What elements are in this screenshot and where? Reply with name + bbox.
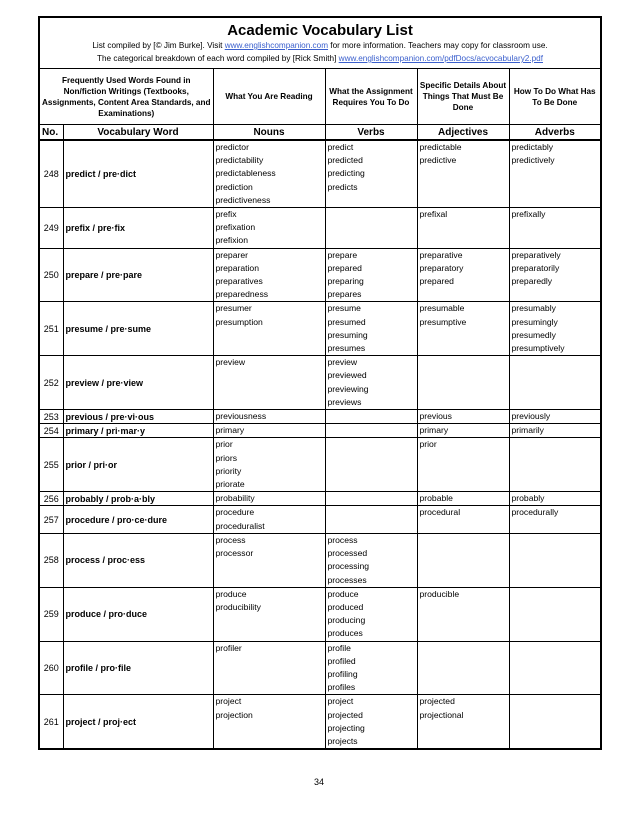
adverbs-cell [509,302,601,356]
adjective-form: predictable [419,142,462,152]
adjective-form: probable [419,493,453,504]
noun-form: project [215,696,242,707]
row-number: 252 [39,356,63,410]
verb-form: predicting [327,168,365,179]
noun-form: prediction [215,181,253,192]
noun-form: predictor [215,142,249,152]
verbs-cell [325,438,417,492]
adverbs-cell [509,356,601,410]
nouns-cell [213,587,325,641]
adverbs-cell [509,587,601,641]
nouns-cell [213,424,325,438]
vocabulary-word: predict / pre·dict [63,140,213,208]
table-row [39,356,601,410]
verb-form: predicts [327,181,358,192]
verbs-cell [325,506,417,533]
adverb-form: predictably [511,142,554,152]
verbs-cell [325,356,417,410]
row-number: 253 [39,410,63,424]
adjective-form: procedural [419,507,461,518]
adverbs-cell [509,424,601,438]
adjectives-cell [417,695,509,749]
adjectives-cell [417,208,509,249]
credit-line-1: List compiled by [© Jim Burke]. Visit www.englishcompanion.com for more information. Teachers may copy for classroom use. [39,39,601,52]
adverb-form: primarily [511,425,544,436]
adverb-form: prefixally [511,209,546,220]
adjective-form: producible [419,588,460,599]
adverbs-cell [509,533,601,587]
vocabulary-word: previous / pre·vi·ous [63,410,213,424]
adverb-form: previously [511,411,551,422]
vocabulary-word: profile / pro·file [63,641,213,695]
row-number: 254 [39,424,63,438]
verb-form: process [327,534,358,545]
adverbs-cell [509,410,601,424]
verb-form: presumed [327,316,366,327]
document-title: Academic Vocabulary List [39,17,601,39]
verb-form: presumes [327,343,366,354]
adjective-form: previous [419,411,452,422]
column-header-word: Vocabulary Word [63,125,213,141]
verbs-cell [325,140,417,208]
vocabulary-word: probably / prob·a·bly [63,492,213,506]
table-row [39,641,601,695]
table-row [39,410,601,424]
row-number: 258 [39,533,63,587]
verbs-cell [325,248,417,302]
verbs-cell [325,492,417,506]
vocabulary-word: primary / pri·mar·y [63,424,213,438]
verb-form: projecting [327,722,365,733]
verbs-cell [325,410,417,424]
noun-form: predictability [215,155,264,166]
adverb-form: procedurally [511,507,559,518]
row-number: 255 [39,438,63,492]
verb-form: predict [327,142,354,152]
noun-form: preview [215,357,246,368]
adjectives-cell [417,506,509,533]
nouns-cell [213,356,325,410]
vocabulary-word: prepare / pre·pare [63,248,213,302]
adjective-form: prepared [419,276,454,287]
nouns-cell [213,140,325,208]
adjectives-cell [417,410,509,424]
row-number: 259 [39,587,63,641]
adjective-form: preparatory [419,262,464,273]
noun-form: probability [215,493,255,504]
row-number: 261 [39,695,63,749]
adverb-form: presumptively [511,343,565,354]
verb-form: prepared [327,262,362,273]
noun-form: preparation [215,262,259,273]
adjectives-cell [417,492,509,506]
table-row [39,140,601,208]
vocabulary-word: presume / pre·sume [63,302,213,356]
englishcompanion-link[interactable]: www.englishcompanion.com [224,41,329,50]
table-row [39,302,601,356]
verb-form: produced [327,601,364,612]
noun-form: primary [215,425,245,436]
vocabulary-word: prefix / pre·fix [63,208,213,249]
table-row [39,492,601,506]
verb-form: prepares [327,289,362,300]
verb-form: preparing [327,276,364,287]
adverb-form: presumedly [511,329,556,340]
verb-form: profiled [327,655,356,666]
verbs-cell [325,587,417,641]
verbs-cell [325,208,417,249]
vocabulary-word: preview / pre·view [63,356,213,410]
verb-form: predicted [327,155,363,166]
column-header-adverbs: Adverbs [509,125,601,141]
noun-form: procedure [215,507,255,518]
vocabulary-word: process / proc·ess [63,533,213,587]
nouns-cell [213,695,325,749]
noun-form: preparedness [215,289,269,300]
adjective-form: prior [419,439,437,450]
verbs-cell [325,641,417,695]
adjective-form: presumptive [419,316,467,327]
adjective-form: primary [419,425,449,436]
verb-form: previews [327,396,362,407]
table-row [39,506,601,533]
adverbs-cell [509,140,601,208]
verb-form: profile [327,642,351,653]
noun-form: prefixion [215,235,248,246]
noun-form: priorate [215,479,245,490]
adverb-form: preparatorily [511,262,560,273]
vocabulary-sheet [38,16,600,750]
row-number: 257 [39,506,63,533]
vocabulary-word: procedure / pro·ce·dure [63,506,213,533]
verb-form: produce [327,588,359,599]
verb-form: profiles [327,682,356,693]
noun-form: priors [215,452,237,463]
adjective-form: presumable [419,303,465,314]
column-header-no: No. [39,125,63,141]
category-header-assignment: What the Assignment Requires You To Do [325,69,417,125]
adverb-form: preparedly [511,276,553,287]
nouns-cell [213,302,325,356]
row-number: 248 [39,140,63,208]
table-row [39,695,601,749]
adverb-form: preparatively [511,249,561,260]
adjectives-cell [417,424,509,438]
adverb-form: presumably [511,303,556,314]
category-header-words: Frequently Used Words Found in Non/fiction Writings (Textbooks, Assignments, Content Area Standards, and Examinations) [39,69,213,125]
noun-form: projection [215,709,253,720]
adjectives-cell [417,438,509,492]
verb-form: produces [327,628,363,639]
adverbs-cell [509,695,601,749]
noun-form: profiler [215,642,242,653]
noun-form: producibility [215,601,261,612]
noun-form: preparer [215,249,248,260]
vocabulary-rows [39,140,601,749]
adjective-form: projected [419,696,455,707]
nouns-cell [213,533,325,587]
noun-form: presumption [215,316,263,327]
noun-form: prefix [215,209,237,220]
row-number: 260 [39,641,63,695]
nouns-cell [213,641,325,695]
verbs-cell [325,695,417,749]
adjectives-cell [417,248,509,302]
verb-form: previewed [327,370,367,381]
adverbs-cell [509,248,601,302]
table-row [39,424,601,438]
adjectives-cell [417,302,509,356]
category-header-reading: What You Are Reading [213,69,325,125]
noun-form: prior [215,439,233,450]
credit-line-2: The categorical breakdown of each word compiled by [Rick Smith] www.englishcompanion.com/pdfDocs/acvocabulary2.pdf [39,52,601,69]
nouns-cell [213,438,325,492]
page-number: 34 [313,777,324,787]
verb-form: presuming [327,329,368,340]
adverbs-cell [509,438,601,492]
vocabulary-word: prior / pri·or [63,438,213,492]
verb-form: processes [327,574,367,585]
category-header-details: Specific Details About Things That Must Be Done [417,69,509,125]
column-header-adjectives: Adjectives [417,125,509,141]
row-number: 256 [39,492,63,506]
table-row [39,248,601,302]
adverbs-cell [509,506,601,533]
row-number: 249 [39,208,63,249]
verbs-cell [325,533,417,587]
adverbs-cell [509,641,601,695]
noun-form: presumer [215,303,252,314]
table-row [39,533,601,587]
column-header-nouns: Nouns [213,125,325,141]
adjectives-cell [417,641,509,695]
adjective-form: prefixal [419,209,448,220]
adverb-form: predictively [511,155,555,166]
table-row [39,438,601,492]
verb-form: preview [327,357,358,368]
vocabulary-word: produce / pro·duce [63,587,213,641]
verb-form: producing [327,615,366,626]
nouns-cell [213,506,325,533]
acvocabulary-pdf-link[interactable]: www.englishcompanion.com/pdfDocs/acvocabulary2.pdf [338,54,543,63]
verb-form: processing [327,561,370,572]
vocabulary-table [38,16,602,750]
column-header-verbs: Verbs [325,125,417,141]
verb-form: profiling [327,668,358,679]
adverb-form: probably [511,493,545,504]
noun-form: prefixation [215,222,256,233]
noun-form: priority [215,465,242,476]
adjectives-cell [417,533,509,587]
noun-form: previousness [215,411,267,422]
noun-form: process [215,534,246,545]
adverb-form: presumingly [511,316,558,327]
adjectives-cell [417,140,509,208]
verb-form: projected [327,709,363,720]
verb-form: projects [327,735,358,746]
verb-form: processed [327,548,368,559]
nouns-cell [213,410,325,424]
verb-form: prepare [327,249,358,260]
table-row [39,587,601,641]
noun-form: proceduralist [215,520,265,531]
nouns-cell [213,208,325,249]
verb-form: previewing [327,383,369,394]
verb-form: presume [327,303,361,314]
verbs-cell [325,302,417,356]
noun-form: predictableness [215,168,276,179]
table-row [39,208,601,249]
adjective-form: predictive [419,155,457,166]
nouns-cell [213,248,325,302]
row-number: 251 [39,302,63,356]
adjective-form: preparative [419,249,463,260]
vocabulary-word: project / proj·ect [63,695,213,749]
nouns-cell [213,492,325,506]
category-header-how: How To Do What Has To Be Done [509,69,601,125]
adverbs-cell [509,208,601,249]
row-number: 250 [39,248,63,302]
noun-form: produce [215,588,247,599]
adjectives-cell [417,587,509,641]
adjective-form: projectional [419,709,464,720]
noun-form: preparatives [215,276,263,287]
noun-form: predictiveness [215,194,271,205]
verbs-cell [325,424,417,438]
verb-form: project [327,696,354,707]
adjectives-cell [417,356,509,410]
noun-form: processor [215,548,254,559]
adverbs-cell [509,492,601,506]
